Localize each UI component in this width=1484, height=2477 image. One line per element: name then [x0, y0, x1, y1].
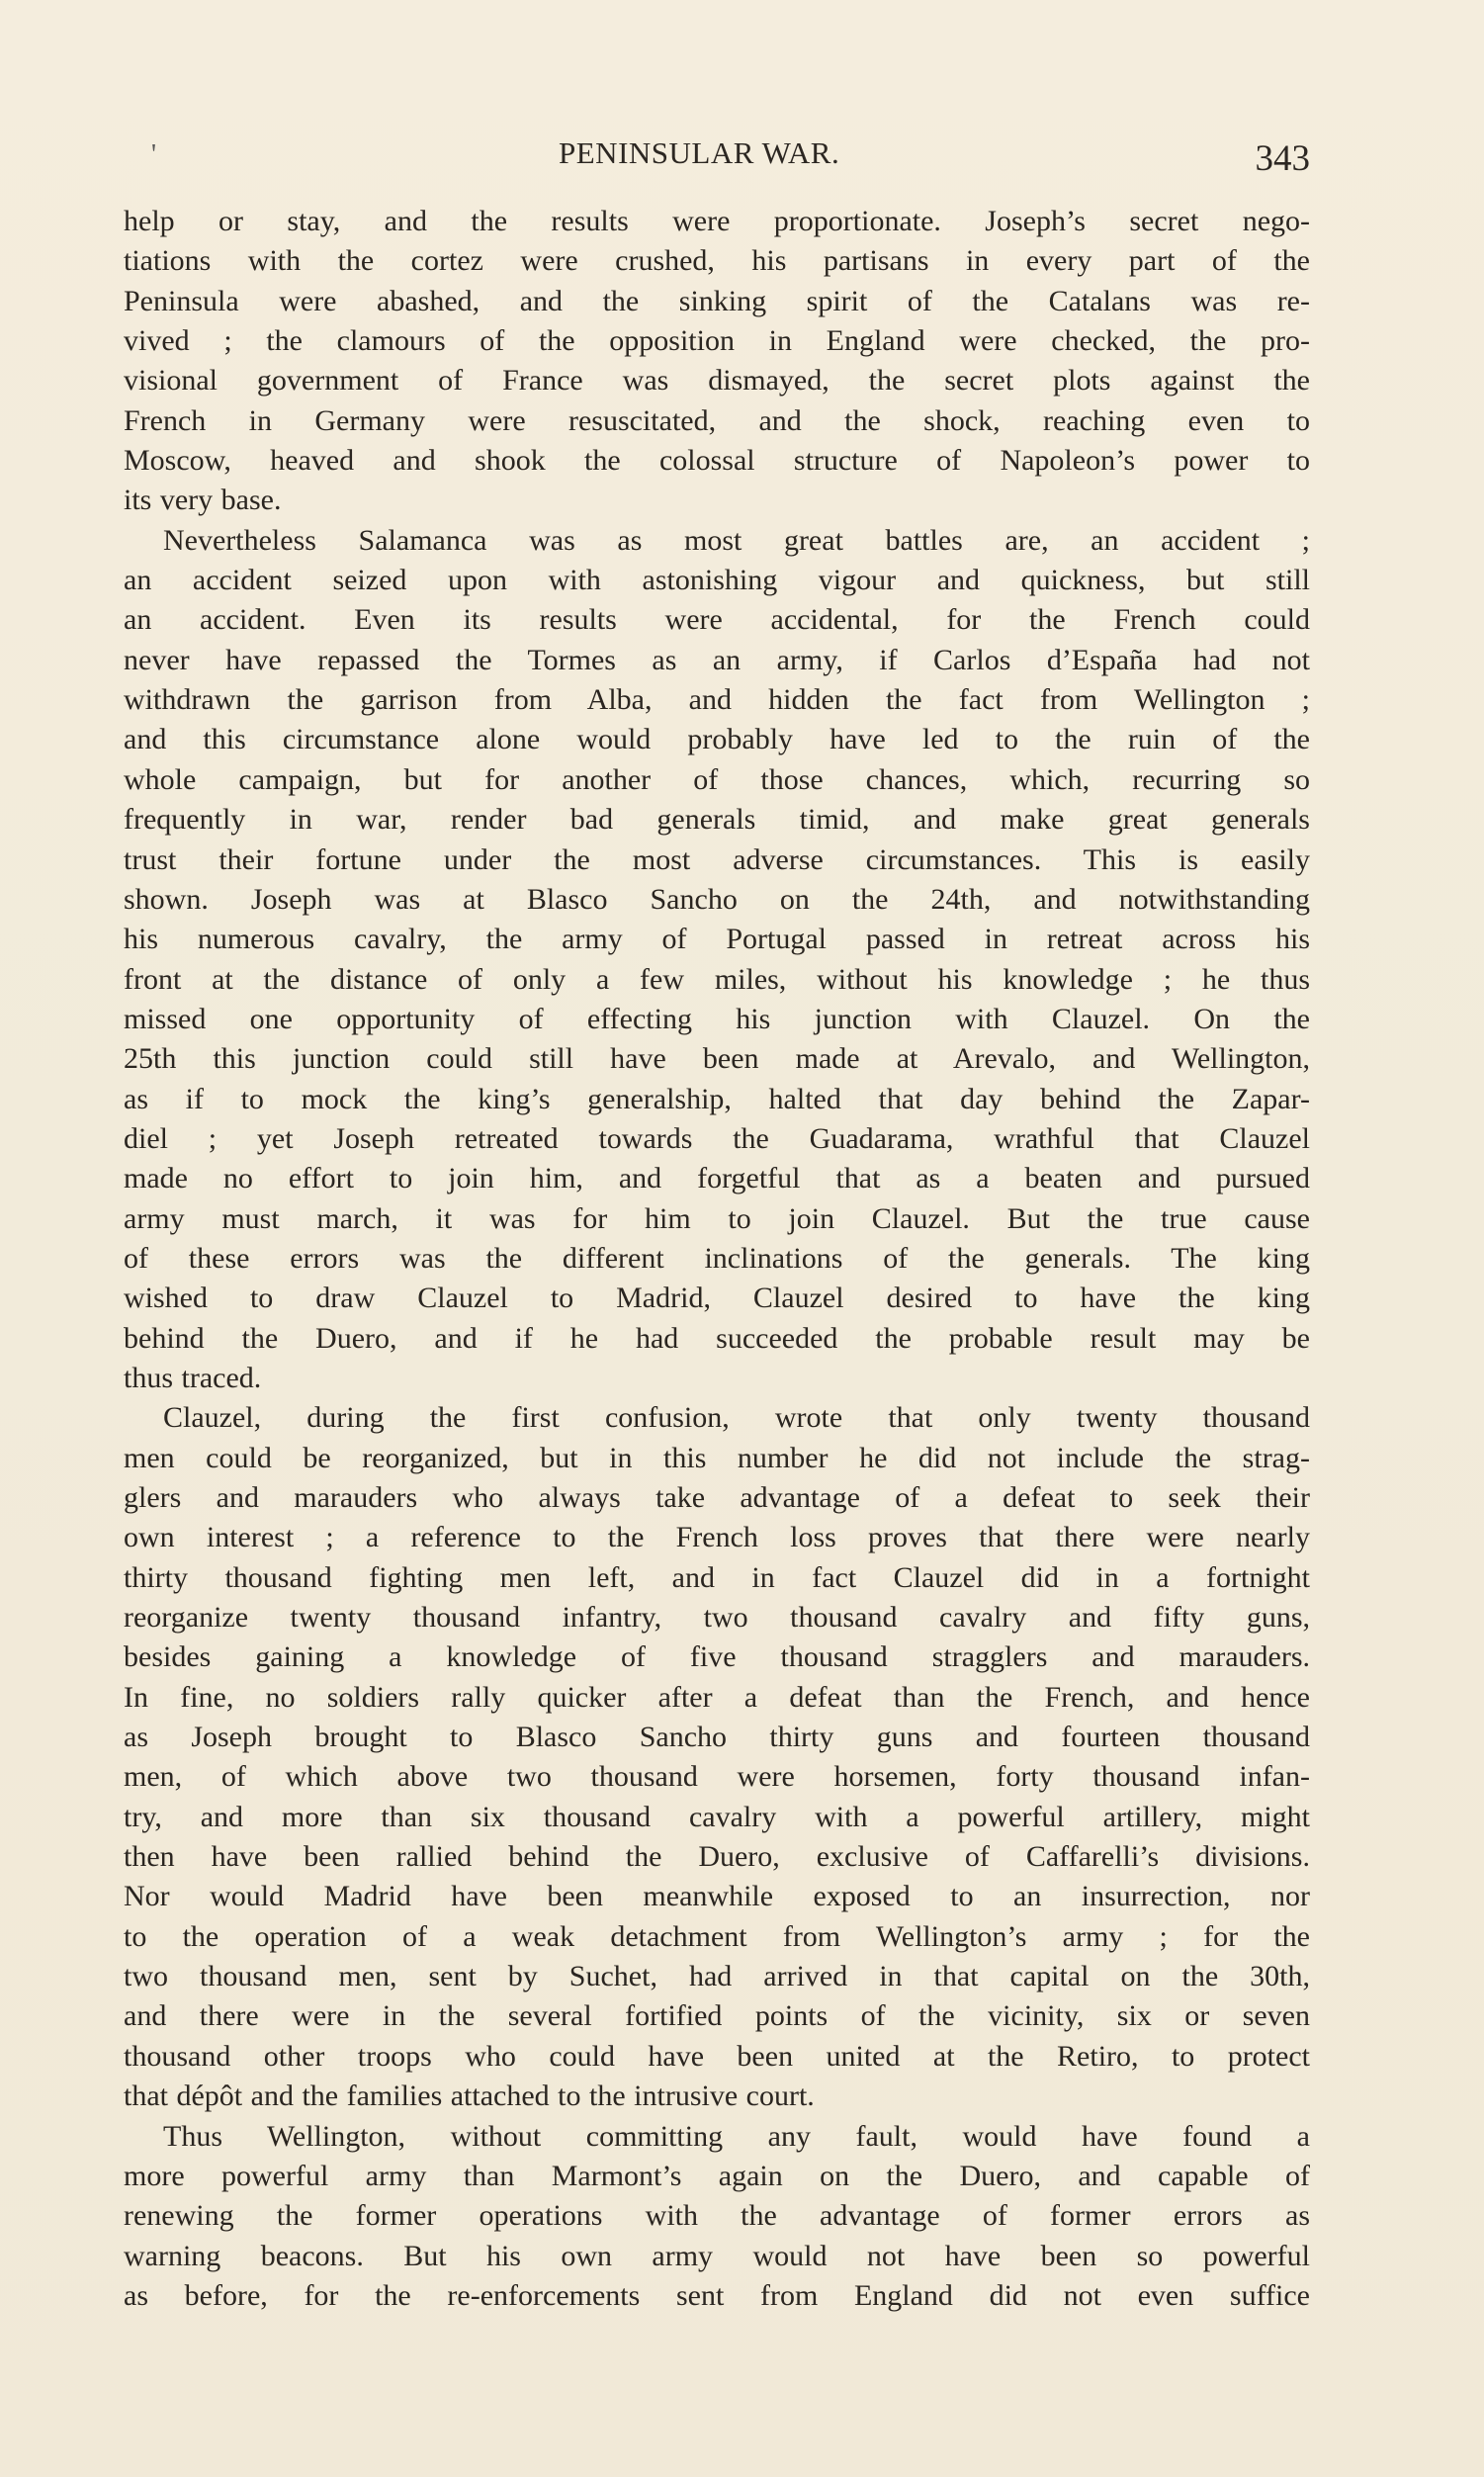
text-line: Clauzel, during the first confusion, wrote that only twenty thousand: [163, 1401, 1310, 1435]
text-line: two thousand men, sent by Suchet, had arrived in that capital on the 30th,: [124, 1960, 1310, 1993]
text-line: Peninsula were abashed, and the sinking spirit of the Catalans was re-: [124, 284, 1310, 317]
running-head: PENINSULAR WAR.: [559, 135, 840, 170]
text-line: Nor would Madrid have been meanwhile exposed to an insurrection, nor: [124, 1880, 1310, 1913]
text-line: try, and more than six thousand cavalry with a powerful artillery, might: [124, 1800, 1310, 1833]
text-line: help or stay, and the results were proportionate. Joseph’s secret nego-: [124, 205, 1310, 237]
text-line: frequently in war, render bad generals timid, and make great generals: [124, 803, 1310, 837]
text-line: an accident seized upon with astonishing vigour and quickness, but still: [124, 564, 1310, 597]
text-line: men, of which above two thousand were horsemen, forty thousand infan-: [124, 1760, 1310, 1794]
text-line: its very base.: [124, 484, 282, 517]
text-line: as before, for the re-enforcements sent from England did not even suffice: [124, 2278, 1310, 2312]
text-line: In fine, no soldiers rally quicker after a defeat than the French, and hence: [124, 1680, 1310, 1714]
text-line: then have been rallied behind the Duero, exclusive of Caffarelli’s divisions.: [124, 1840, 1310, 1874]
text-line: tiations with the cortez were crushed, his partisans in every part of the: [124, 244, 1310, 278]
text-line: front at the distance of only a few miles, without his knowledge ; he thus: [124, 962, 1310, 996]
text-line: Moscow, heaved and shook the colossal structure of Napoleon’s power to: [124, 444, 1310, 478]
text-line: withdrawn the garrison from Alba, and hidden the fact from Wellington ;: [124, 683, 1310, 717]
text-line: more powerful army than Marmont’s again on the Duero, and capable of: [124, 2159, 1310, 2192]
text-line: besides gaining a knowledge of five thousand stragglers and marauders.: [124, 1640, 1310, 1674]
text-line: as Joseph brought to Blasco Sancho thirty guns and fourteen thousand: [124, 1721, 1310, 1754]
text-line: as if to mock the king’s generalship, halted that day behind the Zapar-: [124, 1082, 1310, 1115]
text-line: diel ; yet Joseph retreated towards the Guadarama, wrathful that Clauzel: [124, 1121, 1310, 1155]
text-line: an accident. Even its results were accidental, for the French could: [124, 603, 1310, 637]
text-line: visional government of France was dismayed, the secret plots against the: [124, 364, 1310, 398]
text-line: warning beacons. But his own army would not have been so powerful: [124, 2239, 1310, 2272]
text-line: French in Germany were resuscitated, and the shock, reaching even to: [124, 403, 1310, 437]
text-line: made no effort to join him, and forgetful that as a beaten and pursued: [124, 1162, 1310, 1195]
text-line: thus traced.: [124, 1361, 262, 1394]
text-line: his numerous cavalry, the army of Portugal passed in retreat across his: [124, 923, 1310, 956]
text-line: and there were in the several fortified points of the vicinity, six or seven: [124, 1999, 1310, 2033]
text-line: that dépôt and the families attached to the intrusive court.: [124, 2079, 815, 2113]
text-line: renewing the former operations with the advantage of former errors as: [124, 2199, 1310, 2233]
text-line: glers and marauders who always take advantage of a defeat to seek their: [124, 1481, 1310, 1514]
text-line: behind the Duero, and if he had succeeded the probable result may be: [124, 1321, 1310, 1355]
text-line: thousand other troops who could have been united at the Retiro, to protect: [124, 2039, 1310, 2073]
header-mark: ': [151, 139, 157, 170]
body-text: [124, 202, 1310, 2316]
text-line: reorganize twenty thousand infantry, two thousand cavalry and fifty guns,: [124, 1601, 1310, 1635]
text-line: to the operation of a weak detachment from Wellington’s army ; for the: [124, 1919, 1310, 1953]
text-line: trust their fortune under the most adverse circumstances. This is easily: [124, 842, 1310, 876]
text-line: of these errors was the different inclinations of the generals. The king: [124, 1241, 1310, 1275]
text-line: shown. Joseph was at Blasco Sancho on the 24th, and notwithstanding: [124, 882, 1310, 916]
text-line: whole campaign, but for another of those chances, which, recurring so: [124, 762, 1310, 796]
text-line: Thus Wellington, without committing any fault, would have found a: [163, 2119, 1310, 2153]
page-header: [124, 135, 1310, 185]
text-line: and this circumstance alone would probably have led to the ruin of the: [124, 723, 1310, 756]
text-line: never have repassed the Tormes as an army, if Carlos d’España had not: [124, 643, 1310, 676]
page-number: 343: [1255, 138, 1310, 179]
text-line: thirty thousand fighting men left, and in fact Clauzel did in a fortnight: [124, 1560, 1310, 1594]
text-line: vived ; the clamours of the opposition in England were checked, the pro-: [124, 324, 1310, 358]
text-line: Nevertheless Salamanca was as most great battles are, an accident ;: [163, 523, 1310, 557]
text-line: men could be reorganized, but in this number he did not include the strag-: [124, 1441, 1310, 1474]
text-line: own interest ; a reference to the French loss proves that there were nearly: [124, 1521, 1310, 1554]
text-line: missed one opportunity of effecting his junction with Clauzel. On the: [124, 1002, 1310, 1035]
text-line: 25th this junction could still have been made at Arevalo, and Wellington,: [124, 1042, 1310, 1076]
text-line: army must march, it was for him to join Clauzel. But the true cause: [124, 1201, 1310, 1235]
text-line: wished to draw Clauzel to Madrid, Clauzel desired to have the king: [124, 1282, 1310, 1315]
